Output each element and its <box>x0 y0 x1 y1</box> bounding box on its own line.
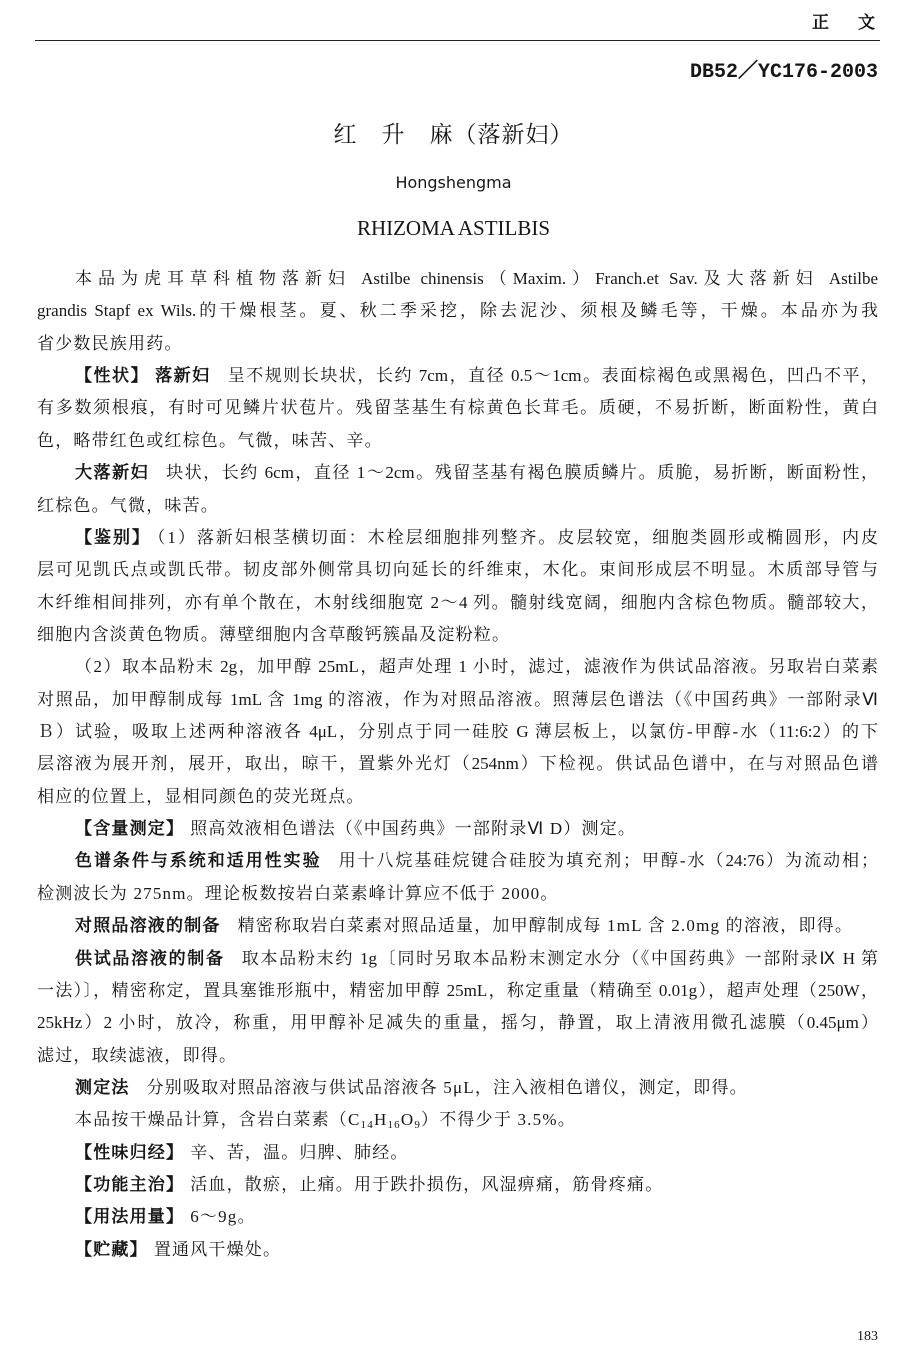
line-text: 分别吸取对照品溶液与供试品溶液各 5μL，注入液相色谱仪，测定，即得。 <box>146 1077 748 1097</box>
monograph-body <box>37 263 878 1266</box>
limit-text: ）不得少于 3.5%。 <box>421 1110 576 1130</box>
line-text: 呈不规则长块状，长约 7cm，直径 0.5～1cm。表面棕褐色或黑褐色，凹凸不平， <box>227 366 878 386</box>
formula-subscript: 14 <box>360 1119 374 1132</box>
sub-heading-plant-1: 落新妇 <box>155 366 211 386</box>
standard-number: DB52／YC176-2003 <box>689 61 878 84</box>
section-label: 正 文 <box>812 13 881 32</box>
assay-line <box>37 1072 878 1104</box>
characters-line <box>37 360 878 392</box>
page-number: 183 <box>857 1329 878 1344</box>
section-heading-storage: 【贮藏】 <box>75 1239 148 1259</box>
formula-element: H <box>373 1110 388 1130</box>
line-text: 用十八烷基硅烷键合硅胶为填充剂；甲醇-水（24:76）为流动相； <box>338 851 878 871</box>
characters-line: 有多数须根痕，有时可见鳞片状苞片。残留茎基生有棕黄色长茸毛。质硬，不易折断，断面粉性，黄白 <box>37 398 878 418</box>
sub-heading-test-solution: 供试品溶液的制备 <box>75 948 225 968</box>
assay-line <box>37 845 878 877</box>
formula-element: C <box>348 1110 361 1130</box>
characters-line <box>37 457 878 489</box>
section-heading-assay: 【含量测定】 <box>75 819 185 839</box>
line-text: （1）落新妇根茎横切面：木栓层细胞排列整齐。皮层较宽，细胞类圆形或椭圆形，内皮 <box>156 527 878 547</box>
functions-line <box>37 1169 878 1201</box>
identification-line: 木纤维相间排列，亦有单个散在，木射线细胞宽 2～4 列。髓射线宽阔，细胞内含棕色物质。髓部较大， <box>37 592 878 612</box>
line-text: 精密称取岩白菜素对照品适量，加甲醇制成每 1mL 含 2.0mg 的溶液，即得。 <box>237 916 854 936</box>
assay-line: 25kHz）2 小时，放冷，称重，用甲醇补足减失的重量，摇匀，静置，取上清液用微孔滤膜（0.45μm） <box>37 1013 878 1033</box>
section-heading-dosage: 【用法用量】 <box>75 1207 185 1227</box>
content-limit-line <box>37 1104 878 1136</box>
section-heading-characters: 【性状】 <box>75 366 150 386</box>
line-text: 活血，散瘀，止痛。用于跌扑损伤，风湿痹痛，筋骨疼痛。 <box>190 1175 664 1195</box>
dosage-line <box>37 1201 878 1233</box>
assay-line <box>37 943 878 975</box>
section-heading-functions: 【功能主治】 <box>75 1175 185 1195</box>
line-text: 辛、苦，温。归脾、肺经。 <box>190 1142 409 1162</box>
identification-line: 相应的位置上，显相同颜色的荧光斑点。 <box>37 786 365 806</box>
nature-meridian-line <box>37 1137 878 1169</box>
assay-line: 滤过，取续滤液，即得。 <box>37 1045 238 1065</box>
identification-line <box>37 522 878 554</box>
assay-line <box>37 813 878 845</box>
storage-line <box>37 1234 878 1266</box>
line-text: 6～9g。 <box>190 1207 256 1227</box>
section-heading-identification: 【鉴别】 <box>75 527 151 547</box>
line-text: 块状，长约 6cm，直径 1～2cm。残留茎基有褐色膜质鳞片。质脆，易折断，断面粉性， <box>166 463 878 483</box>
assay-line: 检测波长为 275nm。理论板数按岩白菜素峰计算应不低于 2000。 <box>37 883 559 903</box>
section-heading-nature-meridian: 【性味归经】 <box>75 1142 185 1162</box>
sub-heading-procedure: 测定法 <box>75 1077 130 1097</box>
identification-line: 细胞内含淡黄色物质。薄壁细胞内含草酸钙簇晶及淀粉粒。 <box>37 624 511 644</box>
characters-line: 色，略带红色或红棕色。气微，味苦、辛。 <box>37 430 383 450</box>
limit-text: 本品按干燥品计算，含岩白菜素（ <box>75 1110 348 1130</box>
latin-name: RHIZOMA ASTILBIS <box>356 216 551 240</box>
identification-line: 对照品，加甲醇制成每 1mL 含 1mg 的溶液，作为对照品溶液。照薄层色谱法（《中国药典》一部附录Ⅵ <box>37 689 878 709</box>
pinyin-name: Hongshengma <box>395 173 512 192</box>
sub-heading-reference-solution: 对照品溶液的制备 <box>75 916 221 936</box>
assay-line: 一法）〕，精密称定，置具塞锥形瓶中，精密加甲醇 25mL，称定重量（精确至 0.01g），超声处理（250W， <box>37 980 878 1000</box>
formula-subscript: 16 <box>387 1119 401 1132</box>
formula-element: O <box>400 1110 415 1130</box>
assay-line <box>37 910 878 942</box>
description-line: 本品为虎耳草科植物落新妇 Astilbe chinensis（Maxim.）Franch.et Sav.及大落新妇 Astilbe <box>75 269 878 288</box>
line-text: 取本品粉末约 1g〔同时另取本品粉末测定水分（《中国药典》一部附录Ⅸ H 第 <box>241 948 878 968</box>
identification-line: （2）取本品粉末 2g，加甲醇 25mL，超声处理 1 小时，滤过，滤液作为供试品溶液。另取岩白菜素 <box>75 657 878 677</box>
formula-subscript: 9 <box>414 1119 422 1132</box>
characters-line: 红棕色。气微，味苦。 <box>37 495 219 515</box>
line-text: 置通风干燥处。 <box>153 1239 282 1259</box>
header-rule <box>35 40 880 41</box>
identification-line: Ｂ）试验，吸取上述两种溶液各 4μL，分别点于同一硅胶 G 薄层板上，以氯仿-甲醇-水（11:6:2）的下 <box>37 722 878 742</box>
line-text: 照高效液相色谱法（《中国药典》一部附录Ⅵ D）测定。 <box>190 819 637 839</box>
description-line: 省少数民族用药。 <box>37 333 183 353</box>
monograph-title: 红 升 麻（落新妇） <box>333 122 574 147</box>
sub-heading-chromatographic: 色谱条件与系统和适用性实验 <box>75 851 322 871</box>
sub-heading-plant-2: 大落新妇 <box>75 463 150 483</box>
identification-line: 层溶液为展开剂，展开，取出，晾干，置紫外光灯（254nm）下检视。供试品色谱中，在与对照品色谱 <box>37 754 878 774</box>
identification-line: 层可见凯氏点或凯氏带。韧皮部外侧常具切向延长的纤维束，木化。束间形成层不明显。木质部导管与 <box>37 560 878 580</box>
description-line: grandis Stapf ex Wils.的干燥根茎。夏、秋二季采挖，除去泥沙、须根及鳞毛等，干燥。本品亦为我 <box>37 301 878 321</box>
